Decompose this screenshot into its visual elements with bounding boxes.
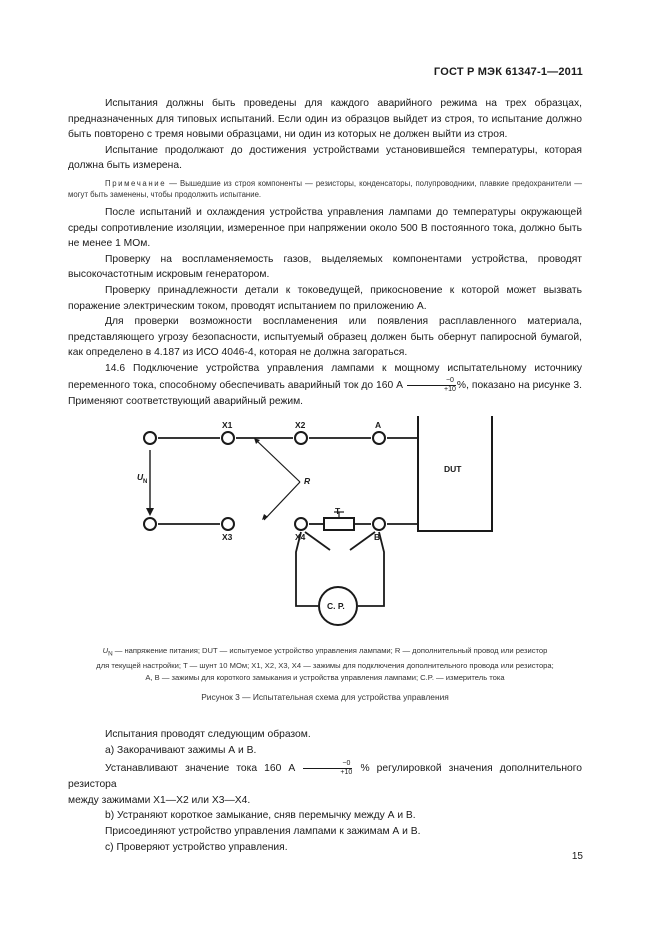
legend-line-1-text: — напряжение питания; DUT — испытуемое устройство управления лампами; R — дополнительный провод или резистор [112, 646, 548, 655]
label-x4: X4 [295, 532, 306, 542]
tolerance-fraction [407, 377, 456, 394]
legend-un-symbol: U [102, 646, 109, 655]
legend-un-sub: N [108, 650, 113, 658]
terminal-a [373, 432, 385, 444]
tolerance-top-2: −0 [303, 760, 352, 769]
procedure-step-c: c) Проверяют устройство управления. [105, 841, 288, 853]
page-number: 15 [571, 851, 583, 862]
label-a: A [375, 420, 382, 430]
supply-terminal-top [144, 432, 156, 444]
label-x1: X1 [222, 420, 233, 430]
figure-caption: Рисунок 3 — Испытательная схема для устройства управления [201, 692, 449, 702]
label-t: T [335, 506, 341, 516]
tolerance-bottom-2: +10 [340, 769, 353, 777]
procedure-step-b: b) Устраняют короткое замыкание, сняв перемычку между А и В. [105, 810, 416, 822]
label-x2: X2 [295, 420, 306, 430]
note-label: Примечание [105, 178, 167, 188]
label-r: R [304, 476, 311, 486]
paragraph-live-parts: Проверку принадлежности детали к токоведущей, прикосновение к которой может вызвать поражение электрическим током, проводят испытанием по приложению А. [68, 284, 582, 312]
procedure-text [68, 727, 582, 855]
terminal-x4 [295, 518, 307, 530]
terminal-x3 [222, 518, 234, 530]
procedure-intro: Испытания проводят следующим образом. [105, 729, 311, 740]
label-dut: DUT [444, 464, 462, 474]
paragraph-tissue-paper: Для проверки возможности воспламенения или появления расплавленного материала, представляющего угрозу безопасности, испытуемый образец должен быть обернут папиросной бумагой, как определено в 4.187 из ИСО 4046-4, которая не должна загораться. [68, 316, 582, 359]
terminal-x2 [295, 432, 307, 444]
shunt-t [324, 518, 354, 530]
terminal-b [373, 518, 385, 530]
legend-line-3: A, B — зажимы для короткого замыкания и устройства управления лампами; C.P. — измеритель тока [145, 672, 505, 682]
document-header: ГОСТ Р МЭК 61347-1—2011 [433, 66, 583, 78]
label-un: U [137, 472, 144, 482]
figure-legend [68, 645, 582, 683]
set-current-part1: Устанавливают значение тока 160 А [105, 763, 296, 775]
terminal-x1 [222, 432, 234, 444]
p14-6-part1: 14.6 Подключение устройства управления лампами к мощному испытательному источнику переменного тока, способному обеспечивать аварийный ток до 160 А [68, 362, 582, 391]
procedure-set-current-cont: между зажимами X1—X2 или X3—X4. [68, 794, 251, 806]
procedure-step-a: a) Закорачивают зажимы А и В. [105, 744, 257, 756]
tolerance-fraction-2 [303, 760, 352, 777]
label-b: B [374, 532, 381, 542]
voltage-arrow-head [146, 508, 154, 516]
label-x3: X3 [222, 532, 233, 542]
p14-6-part2: %, показано на рисунке 3. Применяют соответствующий аварийный режим. [68, 379, 582, 407]
label-un-sub: N [143, 479, 148, 485]
paragraph-temperature: Испытание продолжают до достижения устройствами установившейся температуры, которая должна быть измерена. [68, 144, 582, 172]
paragraph-flammability: Проверку на воспламеняемость газов, выделяемых компонентами устройства, проводят высокочастотным искровым генератором. [68, 253, 582, 281]
circuit-diagram [68, 416, 582, 626]
tolerance-top: −0 [407, 377, 456, 386]
note-text: — Вышедшие из строя компоненты — резисторы, конденсаторы, полупроводники, плавкие предохранители — могут быть заменены, чтобы продолжить испытание. [68, 178, 582, 200]
label-cp: C. P. [327, 601, 345, 611]
tolerance-bottom: +10 [443, 385, 456, 393]
legend-line-2: для текущей настройки; T — шунт 10 МОм; X1, X2, X3, X4 — зажимы для подключения дополнительного провода или резистора; [96, 661, 554, 671]
paragraph-insulation: После испытаний и охлаждения устройства управления лампами до температуры окружающей среды сопротивление изоляции, измеренное при напряжении около 500 В постоянного тока, должно быть не менее 1 МОм. [68, 206, 582, 250]
paragraph-samples: Испытания должны быть проведены для каждого аварийного режима на трех образцах, предназначенных для типовых испытаний. Если один из образцов выйдет из строя, то испытание должно быть повторено с тремя новыми образцами, ни один из которых не должен выйти из строя. [68, 98, 582, 141]
note [68, 178, 582, 201]
legend-line-1 [68, 645, 582, 660]
paragraph-14-6 [68, 361, 582, 409]
main-text [68, 96, 582, 409]
procedure-set-current [68, 760, 582, 793]
supply-terminal-bottom [144, 518, 156, 530]
procedure-step-b2: Присоединяют устройство управления лампами к зажимам А и В. [105, 825, 421, 837]
set-current-part2: % регулировкой значения дополнительного резистора [68, 763, 583, 791]
